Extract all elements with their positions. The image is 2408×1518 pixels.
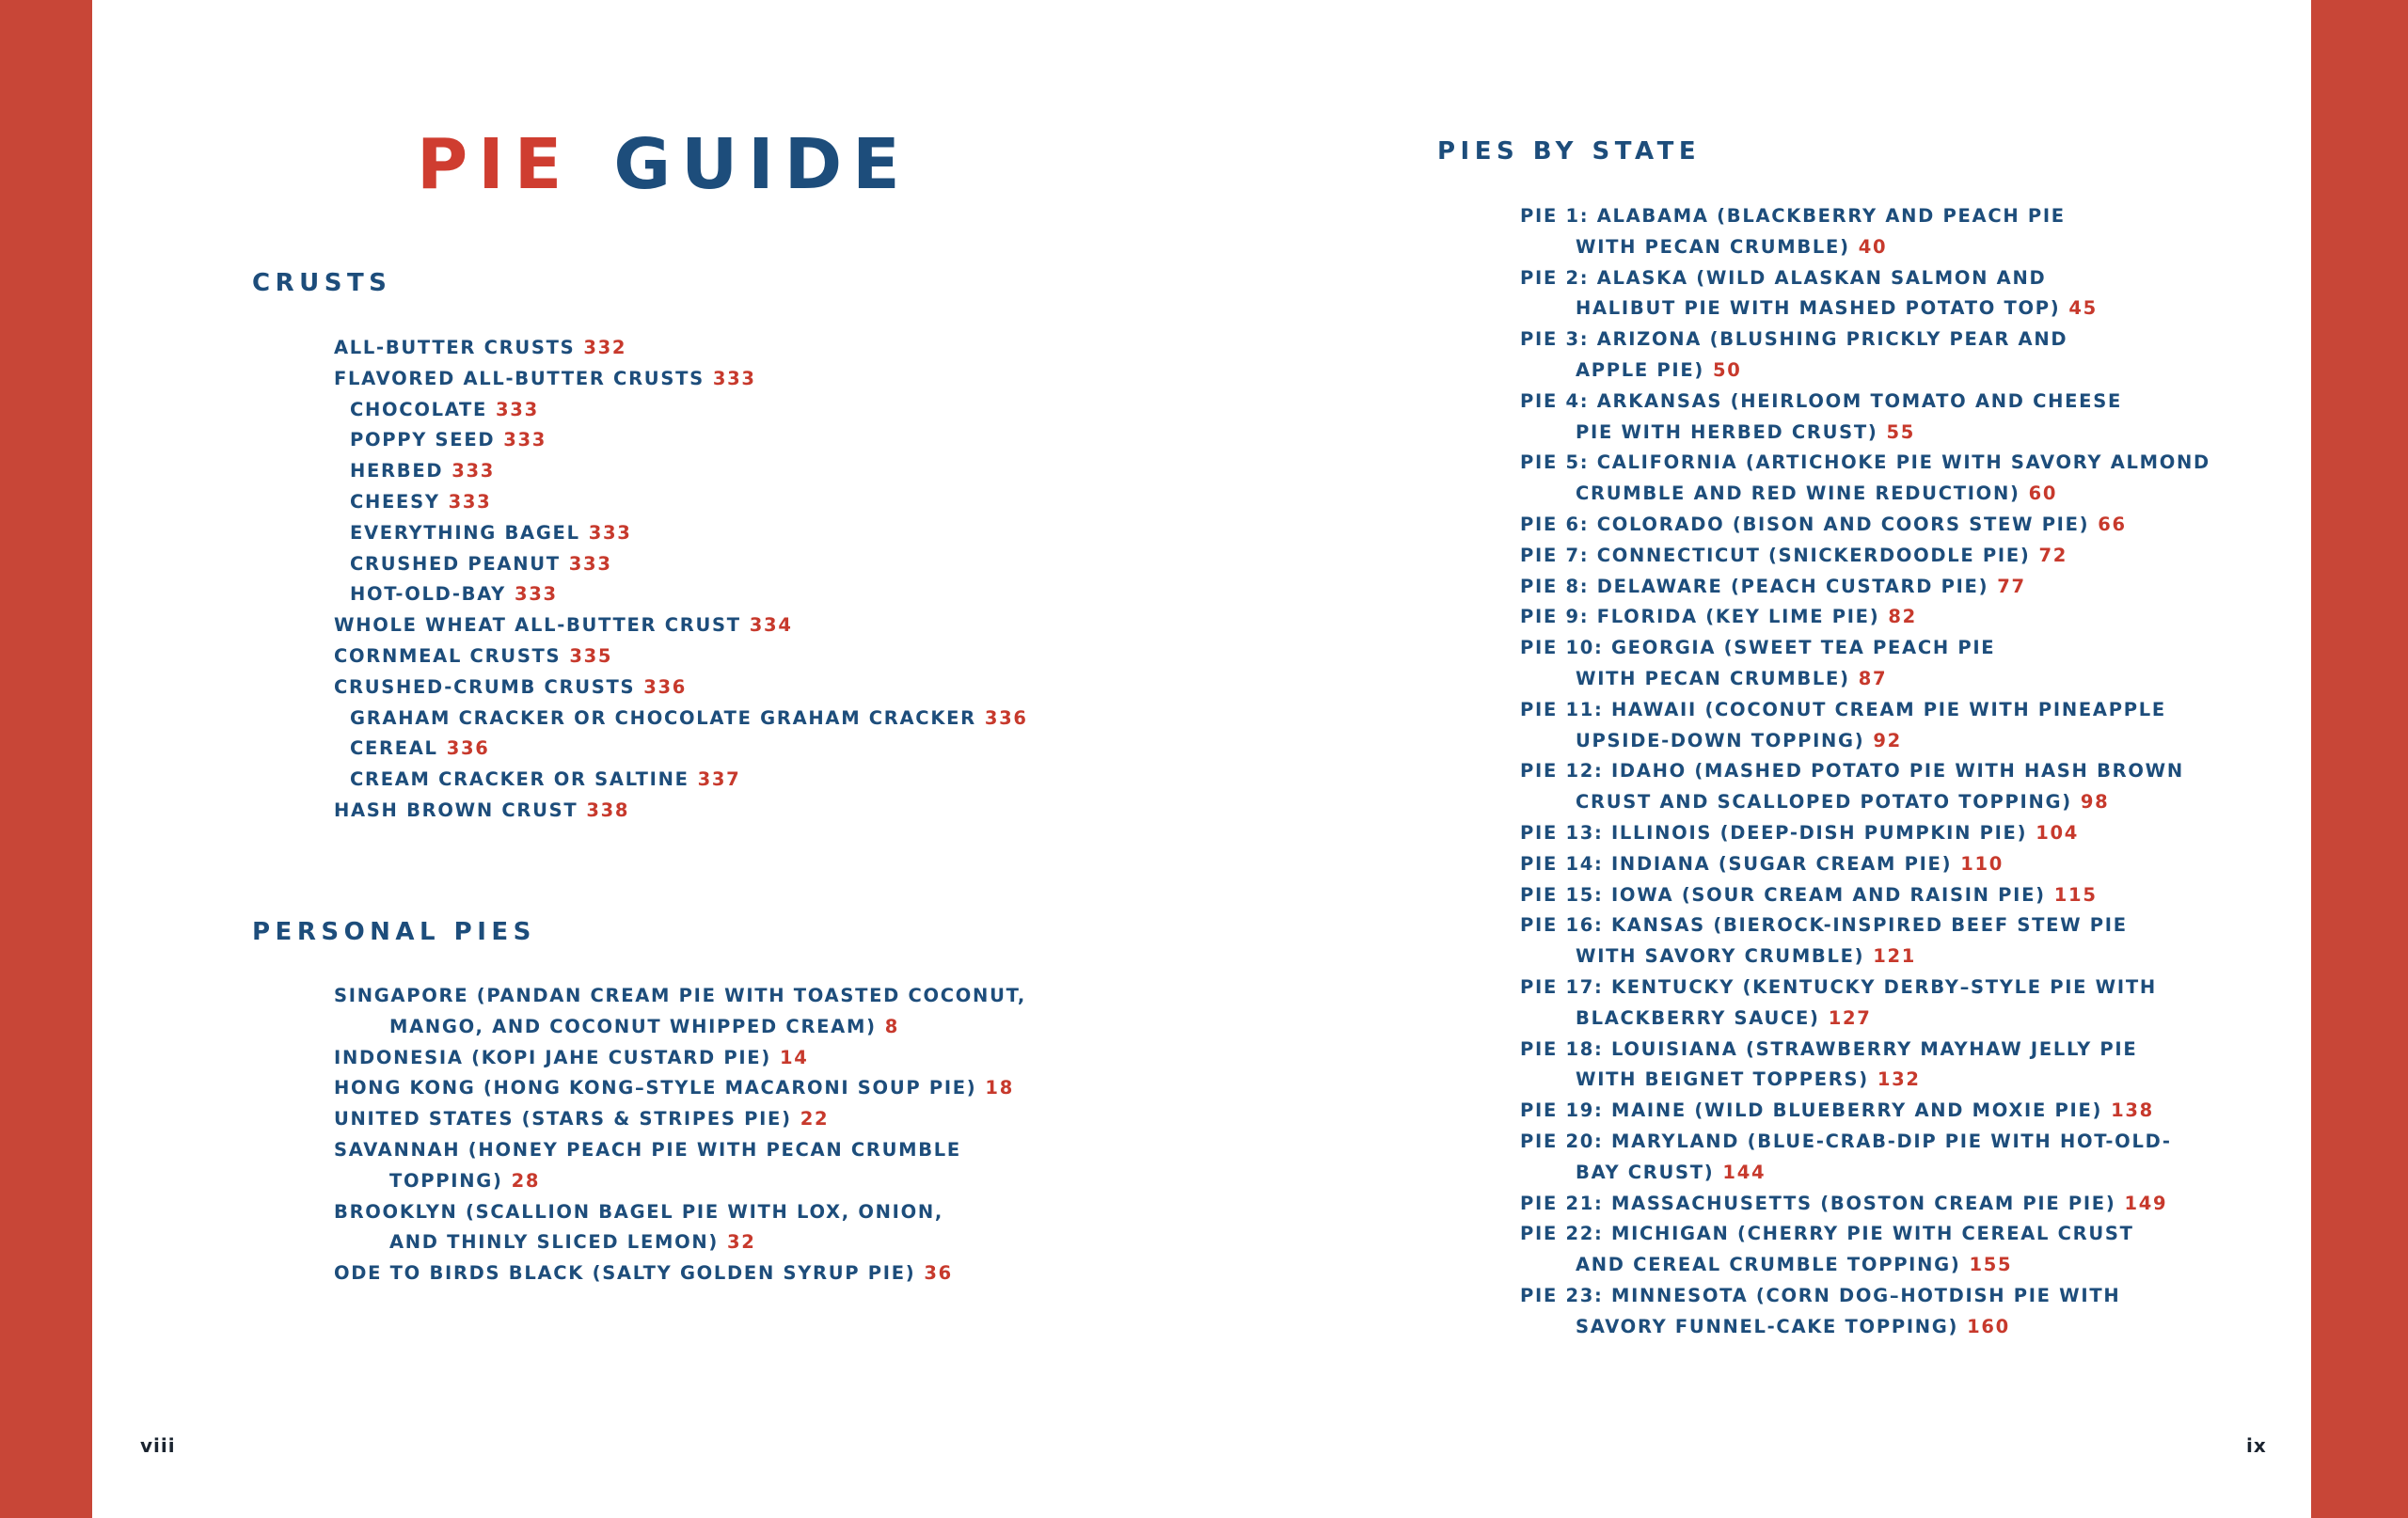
entry-label-line2: AND CEREAL CRUMBLE TOPPING) <box>1576 1254 1961 1276</box>
entry-label-line2: TOPPING) <box>389 1169 503 1192</box>
left-page-edge-band <box>0 0 92 1518</box>
page-number: 98 <box>2080 791 2110 814</box>
entry-label: PIE 22: MICHIGAN (CHERRY PIE WITH CEREAL CRUST <box>1520 1223 2134 1245</box>
toc-entry <box>1520 1189 2210 1220</box>
right-page-number: ix <box>2246 1434 2267 1457</box>
page-number: 138 <box>2111 1099 2154 1122</box>
title-word-guide: GUIDE <box>613 124 911 205</box>
entry-label-continued <box>1520 293 2210 324</box>
page-number: 160 <box>1967 1315 2010 1337</box>
entry-label-continued <box>1520 787 2210 818</box>
page-number: 72 <box>2038 544 2068 566</box>
entry-label: PIE 8: DELAWARE (PEACH CUSTARD PIE) <box>1520 575 1989 597</box>
entry-label: CEREAL <box>350 737 438 760</box>
entry-label: HERBED <box>350 460 444 482</box>
entry-label-line2: PIE WITH HERBED CRUST) <box>1576 420 1878 443</box>
entry-label: PIE 1: ALABAMA (BLACKBERRY AND PEACH PIE <box>1520 205 2066 227</box>
entry-label: PIE 10: GEORGIA (SWEET TEA PEACH PIE <box>1520 637 1996 659</box>
entry-label: CREAM CRACKER OR SALTINE <box>350 768 689 791</box>
page-number: 149 <box>2124 1192 2168 1214</box>
entry-label: CRUSHED PEANUT <box>350 552 561 575</box>
entry-label: PIE 5: CALIFORNIA (ARTICHOKE PIE WITH SAVORY ALMOND <box>1520 451 2210 474</box>
entry-label-continued <box>1520 418 2210 449</box>
page-number: 333 <box>503 429 547 451</box>
page-number: 36 <box>924 1262 953 1285</box>
entry-label-continued <box>1520 664 2210 695</box>
toc-entry <box>334 333 1028 364</box>
toc-entry <box>334 1104 1026 1135</box>
right-page-edge-band <box>2311 0 2408 1518</box>
page-number: 333 <box>448 490 492 513</box>
entry-label-continued <box>334 1166 1026 1197</box>
page-number: 336 <box>984 706 1028 729</box>
toc-entry <box>1520 324 2210 387</box>
pies-by-state-heading: PIES BY STATE <box>1437 137 1702 166</box>
toc-entry <box>1520 1035 2210 1097</box>
page-title <box>417 124 911 205</box>
toc-entry <box>1520 818 2210 849</box>
toc-entry <box>334 704 1028 735</box>
page-number: 8 <box>884 1015 899 1037</box>
toc-entry <box>334 610 1028 641</box>
personal-pies-list <box>334 981 1026 1289</box>
entry-label-continued <box>1520 479 2210 510</box>
entry-label: EVERYTHING BAGEL <box>350 521 580 544</box>
page-number: 333 <box>496 398 539 420</box>
page-number: 333 <box>568 552 612 575</box>
entry-label: HONG KONG (HONG KONG–STYLE MACARONI SOUP PIE) <box>334 1077 977 1099</box>
toc-entry <box>334 487 1028 518</box>
entry-label: POPPY SEED <box>350 429 496 451</box>
entry-label: WHOLE WHEAT ALL-BUTTER CRUST <box>334 614 741 637</box>
entry-label: CHEESY <box>350 490 440 513</box>
page-number: 28 <box>511 1169 541 1192</box>
toc-entry <box>334 765 1028 796</box>
entry-label: CRUSHED-CRUMB CRUSTS <box>334 675 636 698</box>
toc-entry <box>334 364 1028 395</box>
page-number: 333 <box>452 460 496 482</box>
entry-label: PIE 9: FLORIDA (KEY LIME PIE) <box>1520 606 1880 628</box>
entry-label: PIE 4: ARKANSAS (HEIRLOOM TOMATO AND CHEESE <box>1520 389 2122 412</box>
page-number: 92 <box>1873 729 1902 751</box>
page-number: 144 <box>1722 1161 1766 1183</box>
toc-entry <box>1520 510 2210 541</box>
entry-label-line2: SAVORY FUNNEL-CAKE TOPPING) <box>1576 1315 1959 1337</box>
toc-entry <box>1520 1127 2210 1189</box>
entry-label-line2: WITH BEIGNET TOPPERS) <box>1576 1068 1869 1091</box>
toc-entry <box>1520 880 2210 911</box>
entry-label-line2: UPSIDE-DOWN TOPPING) <box>1576 729 1865 751</box>
entry-label-continued <box>1520 941 2210 972</box>
entry-label-continued <box>1520 1065 2210 1096</box>
page-number: 82 <box>1888 606 1917 628</box>
page-number: 22 <box>800 1108 830 1131</box>
toc-entry <box>334 672 1028 704</box>
toc-entry <box>1520 448 2210 510</box>
entry-label: ALL-BUTTER CRUSTS <box>334 337 576 358</box>
entry-label-continued <box>1520 1004 2210 1035</box>
entry-label-continued <box>1520 1312 2210 1343</box>
entry-label-continued <box>1520 356 2210 387</box>
page-number: 127 <box>1828 1006 1872 1029</box>
page-number: 115 <box>2053 883 2098 906</box>
page-number: 14 <box>779 1046 809 1068</box>
entry-label: PIE 23: MINNESOTA (CORN DOG–HOTDISH PIE WITH <box>1520 1284 2121 1306</box>
page-number: 155 <box>1969 1254 2013 1276</box>
entry-label: HASH BROWN CRUST <box>334 799 578 821</box>
entry-label-line2: WITH PECAN CRUMBLE) <box>1576 235 1850 258</box>
toc-entry <box>1520 756 2210 818</box>
entry-label-continued <box>334 1012 1026 1043</box>
page-number: 332 <box>583 337 627 358</box>
toc-entry <box>334 579 1028 610</box>
entry-label-continued <box>334 1227 1026 1258</box>
entry-label: PIE 19: MAINE (WILD BLUEBERRY AND MOXIE PIE) <box>1520 1099 2103 1122</box>
page-number: 336 <box>446 737 490 760</box>
entry-label: ODE TO BIRDS BLACK (SALTY GOLDEN SYRUP PIE) <box>334 1262 916 1285</box>
toc-entry <box>334 1135 1026 1197</box>
page-number: 18 <box>985 1077 1014 1099</box>
entry-label: CHOCOLATE <box>350 398 488 420</box>
personal-pies-heading: PERSONAL PIES <box>252 918 536 946</box>
entry-label: SINGAPORE (PANDAN CREAM PIE WITH TOASTED COCONUT, <box>334 985 1026 1006</box>
entry-label: PIE 2: ALASKA (WILD ALASKAN SALMON AND <box>1520 266 2047 289</box>
entry-label: PIE 18: LOUISIANA (STRAWBERRY MAYHAW JELLY PIE <box>1520 1037 2138 1060</box>
pies-by-state-list <box>1520 201 2210 1342</box>
page-number: 110 <box>1960 852 2004 875</box>
entry-label-line2: WITH PECAN CRUMBLE) <box>1576 667 1850 689</box>
entry-label: PIE 11: HAWAII (COCONUT CREAM PIE WITH PINEAPPLE <box>1520 698 2166 720</box>
toc-entry <box>1520 387 2210 449</box>
toc-entry <box>1520 263 2210 325</box>
toc-entry <box>334 981 1026 1043</box>
entry-label: PIE 12: IDAHO (MASHED POTATO PIE WITH HASH BROWN <box>1520 760 2184 783</box>
entry-label-line2: CRUMBLE AND RED WINE REDUCTION) <box>1576 482 2020 505</box>
toc-entry <box>1520 201 2210 263</box>
page-number: 336 <box>643 675 688 698</box>
page-number: 337 <box>697 768 741 791</box>
entry-label: SAVANNAH (HONEY PEACH PIE WITH PECAN CRUMBLE <box>334 1138 961 1161</box>
toc-entry <box>1520 633 2210 695</box>
entry-label: PIE 17: KENTUCKY (KENTUCKY DERBY–STYLE PIE WITH <box>1520 975 2157 998</box>
page-number: 60 <box>2028 482 2058 505</box>
toc-entry <box>334 1043 1026 1074</box>
toc-entry <box>334 1258 1026 1289</box>
page-number: 104 <box>2036 821 2079 844</box>
entry-label-line2: CRUST AND SCALLOPED POTATO TOPPING) <box>1576 791 2072 814</box>
toc-entry <box>1520 572 2210 603</box>
title-word-pie: PIE <box>417 124 573 205</box>
toc-entry <box>334 641 1028 672</box>
entry-label: GRAHAM CRACKER OR CHOCOLATE GRAHAM CRACKER <box>350 706 976 729</box>
entry-label: PIE 15: IOWA (SOUR CREAM AND RAISIN PIE) <box>1520 883 2046 906</box>
toc-entry <box>334 425 1028 456</box>
entry-label-line2: BLACKBERRY SAUCE) <box>1576 1006 1820 1029</box>
entry-label-continued <box>1520 726 2210 757</box>
toc-entry <box>334 734 1028 765</box>
page-number: 338 <box>586 799 630 821</box>
entry-label: BROOKLYN (SCALLION BAGEL PIE WITH LOX, ONION, <box>334 1200 944 1223</box>
entry-label: PIE 21: MASSACHUSETTS (BOSTON CREAM PIE PIE) <box>1520 1192 2116 1214</box>
page-number: 121 <box>1873 945 1917 968</box>
entry-label-continued <box>1520 232 2210 263</box>
entry-label: PIE 6: COLORADO (BISON AND COORS STEW PIE) <box>1520 513 2090 535</box>
entry-label-line2: HALIBUT PIE WITH MASHED POTATO TOP) <box>1576 297 2061 320</box>
toc-entry <box>1520 910 2210 972</box>
page-number: 334 <box>749 614 793 637</box>
toc-entry <box>1520 1281 2210 1343</box>
page-number: 132 <box>1877 1068 1921 1091</box>
page-number: 77 <box>1997 575 2026 597</box>
entry-label-line2: WITH SAVORY CRUMBLE) <box>1576 945 1865 968</box>
entry-label: PIE 13: ILLINOIS (DEEP-DISH PUMPKIN PIE) <box>1520 821 2028 844</box>
toc-entry <box>334 518 1028 549</box>
toc-entry <box>334 1073 1026 1104</box>
entry-label-line2: BAY CRUST) <box>1576 1161 1715 1183</box>
entry-label-continued <box>1520 1250 2210 1281</box>
toc-entry <box>334 796 1028 827</box>
page-number: 333 <box>588 521 632 544</box>
page-number: 333 <box>712 367 756 389</box>
entry-label: CORNMEAL CRUSTS <box>334 644 562 667</box>
page-number: 40 <box>1858 235 1888 258</box>
entry-label: PIE 3: ARIZONA (BLUSHING PRICKLY PEAR AND <box>1520 328 2068 351</box>
page-number: 87 <box>1858 667 1888 689</box>
toc-entry <box>1520 602 2210 633</box>
toc-entry <box>1520 849 2210 880</box>
toc-entry <box>1520 695 2210 757</box>
entry-label-line2: MANGO, AND COCONUT WHIPPED CREAM) <box>389 1015 877 1037</box>
toc-entry <box>334 456 1028 487</box>
toc-entry <box>1520 541 2210 572</box>
entry-label-line2: AND THINLY SLICED LEMON) <box>389 1231 719 1254</box>
page-number: 45 <box>2068 297 2098 320</box>
toc-entry <box>334 395 1028 426</box>
entry-label-line2: APPLE PIE) <box>1576 358 1704 381</box>
crusts-list <box>334 333 1028 827</box>
page-number: 335 <box>569 644 613 667</box>
toc-entry <box>334 1197 1026 1259</box>
toc-entry <box>1520 972 2210 1035</box>
left-page-number: viii <box>140 1434 176 1457</box>
entry-label-continued <box>1520 1158 2210 1189</box>
page-number: 66 <box>2098 513 2127 535</box>
entry-label: UNITED STATES (STARS & STRIPES PIE) <box>334 1108 792 1131</box>
toc-entry <box>334 549 1028 580</box>
page-number: 50 <box>1713 358 1742 381</box>
entry-label: HOT-OLD-BAY <box>350 583 506 606</box>
toc-entry <box>1520 1096 2210 1127</box>
entry-label: FLAVORED ALL-BUTTER CRUSTS <box>334 367 705 389</box>
entry-label: PIE 20: MARYLAND (BLUE-CRAB-DIP PIE WITH HOT-OLD- <box>1520 1130 2172 1152</box>
page-number: 55 <box>1886 420 1916 443</box>
entry-label: PIE 14: INDIANA (SUGAR CREAM PIE) <box>1520 852 1953 875</box>
entry-label: PIE 16: KANSAS (BIEROCK-INSPIRED BEEF STEW PIE <box>1520 914 2128 937</box>
page-number: 32 <box>726 1231 756 1254</box>
toc-entry <box>1520 1219 2210 1281</box>
entry-label: INDONESIA (KOPI JAHE CUSTARD PIE) <box>334 1046 771 1068</box>
page-number: 333 <box>514 583 558 606</box>
crusts-heading: CRUSTS <box>252 269 392 297</box>
entry-label: PIE 7: CONNECTICUT (SNICKERDOODLE PIE) <box>1520 544 2031 566</box>
